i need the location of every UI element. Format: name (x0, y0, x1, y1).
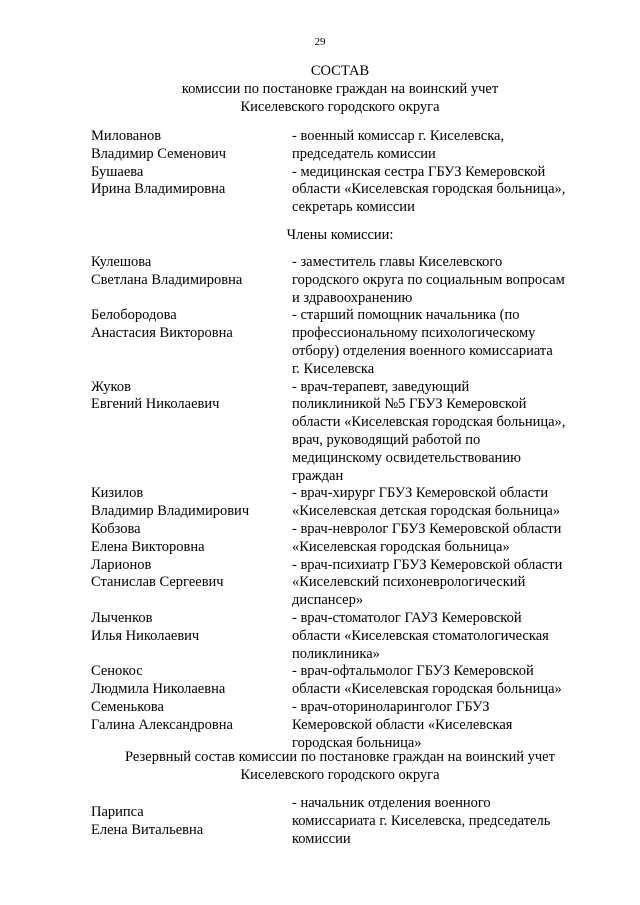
person-role (292, 521, 592, 557)
given-names: Анастасия Викторовна (91, 325, 233, 342)
role-line: городская больница» (292, 734, 422, 751)
list-item (91, 164, 616, 217)
role-line: области «Киселевская стоматологическая (292, 627, 549, 644)
title-line-3: Киселевского городского округа (240, 99, 440, 116)
role-line: - заместитель главы Киселевского (292, 254, 503, 270)
role-line: «Киселевский психоневрологический (292, 574, 526, 591)
role-line: - начальник отделения военного (292, 795, 491, 811)
reserve-heading-line-1: Резервный состав комиссии по постановке граждан на воинский учет (125, 749, 555, 765)
person-role (292, 663, 592, 699)
role-line: граждан (292, 467, 344, 484)
role-line: - врач-стоматолог ГАУЗ Кемеровской (292, 609, 522, 626)
person-name (91, 254, 292, 307)
role-line: - врач-оториноларинголог ГБУЗ (292, 698, 490, 715)
given-names: Галина Александровна (91, 716, 233, 733)
list-item (91, 128, 616, 164)
person-name (91, 485, 292, 521)
list-item (91, 379, 616, 486)
surname: Семенькова (91, 698, 164, 715)
surname: Парипса (91, 804, 144, 820)
role-line: области «Киселевская городская больница», (292, 181, 566, 198)
role-line: - медицинская сестра ГБУЗ Кемеровской (292, 163, 546, 180)
given-names: Людмила Николаевна (91, 681, 226, 698)
page-number: 29 (314, 36, 326, 48)
role-line: поликлиникой №5 ГБУЗ Кемеровской (292, 396, 527, 413)
given-names: Елена Витальевна (91, 821, 204, 838)
surname: Кулешова (91, 254, 152, 270)
role-line: области «Киселевская городская больница», (292, 414, 566, 431)
person-name (91, 521, 292, 557)
list-item (91, 557, 616, 610)
person-role (292, 379, 592, 486)
surname: Милованов (91, 128, 162, 144)
person-role (292, 485, 592, 521)
surname: Ларионов (91, 556, 152, 573)
role-line: председатель комиссии (292, 145, 436, 162)
given-names: Светлана Владимировна (91, 271, 243, 288)
person-role (292, 254, 592, 307)
leadership-list (91, 128, 616, 217)
role-line: - врач-невролог ГБУЗ Кемеровской области (292, 520, 562, 537)
role-line: области «Киселевская городская больница» (292, 681, 562, 698)
given-names: Елена Викторовна (91, 538, 205, 555)
person-name (91, 795, 292, 848)
role-line: медицинскому освидетельствованию (292, 449, 521, 466)
person-role (292, 307, 592, 378)
list-item (91, 485, 616, 521)
person-name (91, 307, 292, 378)
surname: Сенокос (91, 663, 143, 680)
list-item (91, 795, 616, 848)
title-line-2: комиссии по постановке граждан на воинский учет (181, 81, 499, 98)
document-title (60, 62, 620, 117)
person-role (292, 795, 592, 848)
list-item (91, 663, 616, 699)
role-line: - врач-терапевт, заведующий (292, 378, 470, 395)
role-line: г. Киселевска (292, 360, 375, 377)
given-names: Владимир Семенович (91, 145, 227, 162)
members-list (91, 254, 616, 752)
role-line: городского округа по социальным вопросам (292, 271, 565, 288)
person-name (91, 699, 292, 752)
role-line: - врач-офтальмолог ГБУЗ Кемеровской (292, 663, 534, 680)
role-line: диспансер» (292, 592, 364, 609)
role-line: отбору) отделения военного комиссариата (292, 342, 553, 359)
person-role (292, 128, 592, 164)
role-line: поликлиника» (292, 645, 380, 662)
person-name (91, 164, 292, 217)
role-line: Кемеровской области «Киселевская (292, 716, 513, 733)
given-names: Евгений Николаевич (91, 396, 220, 413)
surname: Лыченков (91, 609, 153, 626)
reserve-heading-line-2: Киселевского городского округа (240, 767, 440, 784)
given-names: Илья Николаевич (91, 627, 200, 644)
list-item (91, 610, 616, 663)
given-names: Станислав Сергеевич (91, 574, 224, 591)
role-line: - врач-психиатр ГБУЗ Кемеровской области (292, 556, 563, 573)
person-role (292, 164, 592, 217)
title-line-1: СОСТАВ (310, 63, 370, 79)
given-names: Владимир Владимирович (91, 503, 250, 520)
surname: Кизилов (91, 485, 144, 502)
role-line: профессиональному психологическому (292, 325, 536, 342)
person-role (292, 557, 592, 610)
person-name (91, 557, 292, 610)
members-heading: Члены комиссии: (286, 227, 394, 243)
role-line: секретарь комиссии (292, 199, 415, 216)
person-role (292, 699, 592, 752)
role-line: комиссии (292, 830, 351, 847)
role-line: «Киселевская городская больница» (292, 538, 510, 555)
list-item (91, 307, 616, 378)
role-line: и здравоохранению (292, 289, 413, 306)
role-line: «Киселевская детская городская больница» (292, 503, 561, 520)
given-names: Ирина Владимировна (91, 181, 226, 198)
role-line: - военный комиссар г. Киселевска, (292, 128, 505, 144)
surname: Жуков (91, 378, 131, 395)
role-line: - врач-хирург ГБУЗ Кемеровской области (292, 485, 549, 502)
reserve-list (91, 795, 616, 848)
surname: Бушаева (91, 163, 144, 180)
reserve-heading (60, 748, 620, 784)
list-item (91, 699, 616, 752)
person-role (292, 610, 592, 663)
surname: Белобородова (91, 307, 177, 324)
role-line: врач, руководящий работой по (292, 431, 481, 448)
person-name (91, 379, 292, 486)
list-item (91, 521, 616, 557)
person-name (91, 128, 292, 164)
list-item (91, 254, 616, 307)
role-line: - старший помощник начальника (по (292, 307, 520, 324)
person-name (91, 663, 292, 699)
role-line: комиссариата г. Киселевска, председатель (292, 812, 551, 829)
person-name (91, 610, 292, 663)
surname: Кобзова (91, 520, 141, 537)
